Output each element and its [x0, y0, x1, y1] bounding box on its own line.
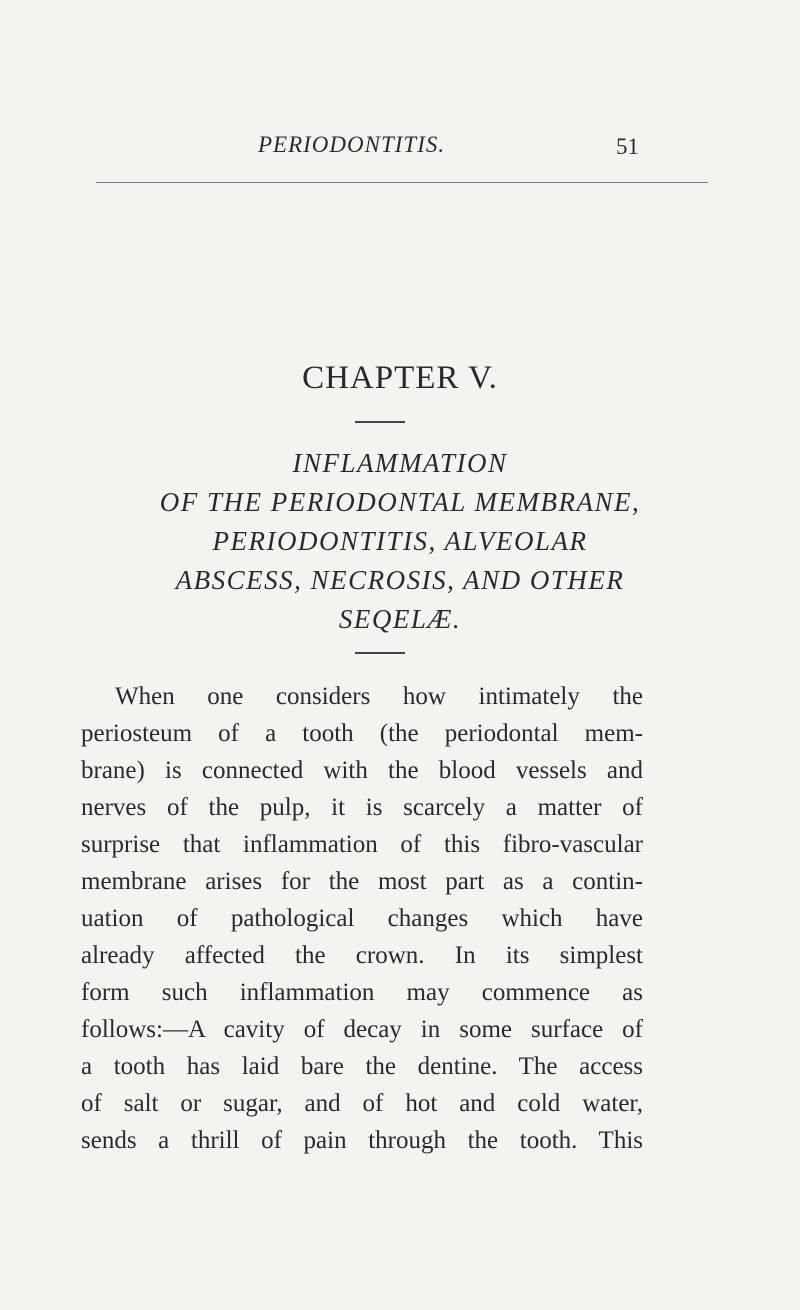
title-divider — [355, 421, 405, 423]
body-line: follows:—A cavity of decay in some surface of — [81, 1016, 643, 1043]
body-line: membrane arises for the most part as a contin- — [81, 868, 643, 895]
body-line: a tooth has laid bare the dentine. The access — [81, 1053, 643, 1080]
page-number: 51 — [616, 134, 639, 159]
body-line: brane) is connected with the blood vessels and — [81, 757, 643, 784]
body-line: form such inflammation may commence as — [81, 979, 643, 1006]
body-line: of salt or sugar, and of hot and cold water, — [81, 1090, 643, 1117]
subtitle-line: OF THE PERIODONTAL MEMBRANE, — [159, 487, 641, 517]
subtitle-line: PERIODONTITIS, ALVEOLAR — [212, 526, 588, 556]
subtitle-line: SEQELÆ. — [338, 604, 462, 634]
body-paragraph — [81, 678, 643, 1159]
body-line: already affected the crown. In its simplest — [81, 942, 643, 969]
body-line: surprise that inflammation of this fibro-vascular — [81, 831, 643, 858]
body-line: nerves of the pulp, it is scarcely a matter of — [81, 794, 643, 821]
subtitle-line: ABSCESS, NECROSIS, AND OTHER — [175, 565, 625, 595]
body-line: uation of pathological changes which have — [81, 905, 643, 932]
header-rule — [96, 182, 708, 183]
chapter-subtitle — [0, 444, 800, 639]
body-line: sends a thrill of pain through the tooth. This — [81, 1127, 643, 1154]
subtitle-line: INFLAMMATION — [292, 448, 508, 478]
body-line: When one considers how intimately the — [115, 683, 643, 710]
running-head: PERIODONTITIS. — [258, 132, 446, 157]
chapter-title: CHAPTER V. — [302, 360, 498, 396]
body-line: periosteum of a tooth (the periodontal mem- — [81, 720, 643, 747]
subtitle-divider — [355, 652, 405, 654]
